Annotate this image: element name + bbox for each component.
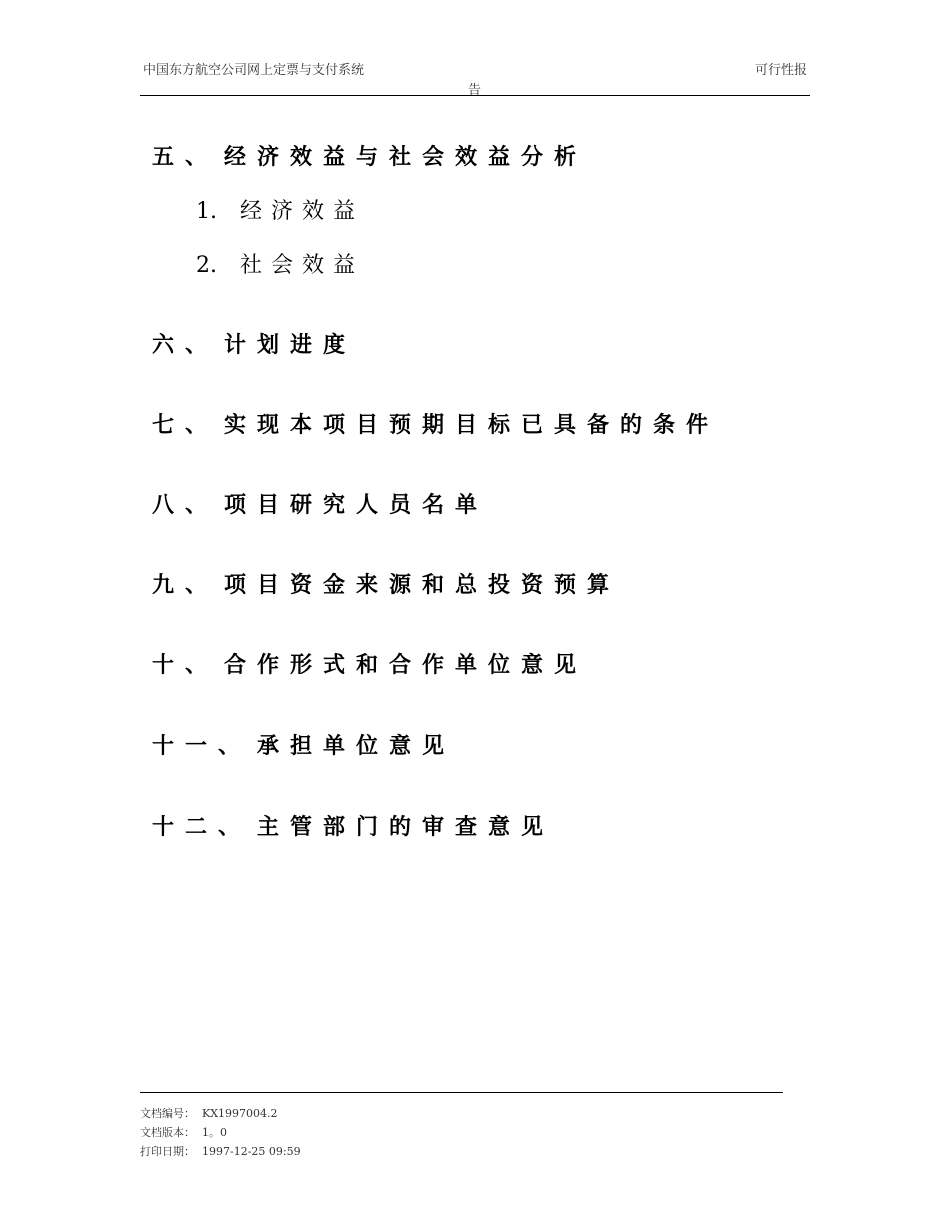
section-number: 九、 — [152, 573, 219, 598]
footer-doc-version — [140, 1123, 301, 1142]
section-number: 六、 — [152, 333, 219, 358]
document-footer — [140, 1104, 301, 1161]
section-heading — [152, 810, 554, 841]
section-title: 承担单位意见 — [257, 734, 456, 759]
subsection-title: 经济效益 — [240, 199, 365, 224]
section-heading — [152, 648, 587, 679]
section-heading — [152, 568, 620, 599]
section-number: 五、 — [152, 145, 219, 170]
footer-label: 文档版本： — [140, 1126, 195, 1139]
footer-doc-number — [140, 1104, 301, 1123]
section-title: 项目研究人员名单 — [224, 493, 489, 518]
subsection-number: 2. — [196, 253, 217, 278]
footer-print-date — [140, 1142, 301, 1161]
header-title-left: 中国东方航空公司网上定票与支付系统 — [143, 63, 365, 78]
section-title: 实现本项目预期目标已具备的条件 — [224, 413, 720, 438]
section-number: 十二、 — [152, 815, 252, 840]
footer-value: 1。0 — [202, 1126, 227, 1139]
footer-label: 文档编号： — [140, 1107, 195, 1120]
footer-value: KX1997004.2 — [202, 1107, 278, 1120]
section-heading — [152, 328, 356, 359]
subsection-title: 社会效益 — [240, 253, 365, 278]
subsection-item — [196, 248, 364, 279]
section-number: 十、 — [152, 653, 219, 678]
subsection-item — [196, 194, 364, 225]
section-title: 项目资金来源和总投资预算 — [224, 573, 621, 598]
section-heading — [152, 140, 587, 171]
section-title: 合作形式和合作单位意见 — [224, 653, 588, 678]
section-heading — [152, 729, 455, 760]
section-heading — [152, 488, 488, 519]
footer-divider — [140, 1092, 783, 1093]
section-number: 十一、 — [152, 734, 252, 759]
header-title-right: 可行性报 — [754, 63, 807, 78]
header-title-wrap: 告 — [468, 83, 482, 98]
section-title: 经济效益与社会效益分析 — [224, 145, 588, 170]
section-number: 八、 — [152, 493, 219, 518]
section-heading — [152, 408, 719, 439]
header-divider — [140, 95, 810, 96]
section-number: 七、 — [152, 413, 219, 438]
subsection-number: 1. — [196, 199, 217, 224]
footer-label: 打印日期： — [140, 1145, 195, 1158]
section-title: 主管部门的审查意见 — [257, 815, 555, 840]
footer-value: 1997-12-25 09:59 — [202, 1145, 301, 1158]
section-title: 计划进度 — [224, 333, 357, 358]
